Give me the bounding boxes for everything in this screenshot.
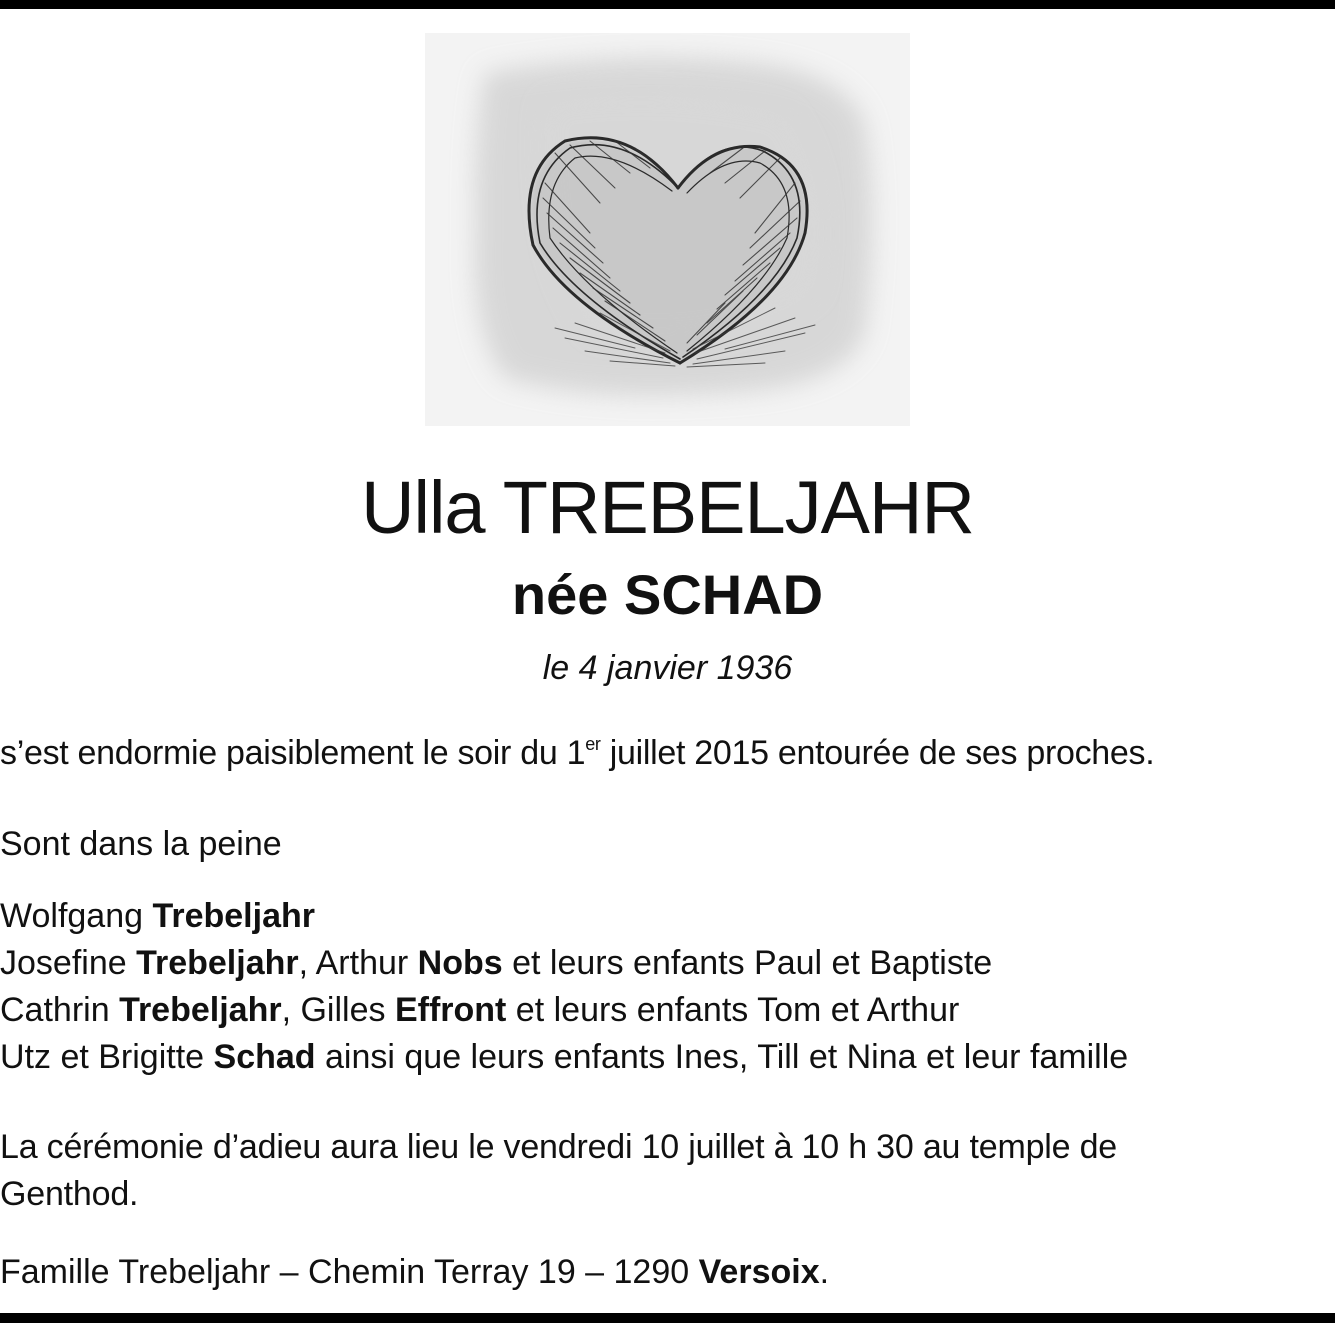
family-text: ainsi que leurs enfants Ines, Till et Nina et leur famille (315, 1038, 1129, 1076)
family-address (0, 1249, 829, 1295)
family-text: et leurs enfants Paul et Baptiste (502, 944, 993, 982)
top-rule (0, 0, 1335, 9)
passing-text-end: juillet 2015 entourée de ses proches. (600, 734, 1155, 772)
family-surname: Trebeljahr (152, 897, 315, 935)
family-surname: Trebeljahr (119, 991, 282, 1029)
ceremony-info (0, 1124, 1335, 1218)
family-surname: Nobs (417, 944, 503, 982)
passing-statement (0, 730, 1154, 776)
grief-intro: Sont dans la peine (0, 825, 282, 863)
ordinal-suffix: er (585, 734, 601, 754)
family-text: Cathrin (0, 991, 120, 1029)
family-text: Wolfgang (0, 897, 153, 935)
ceremony-line-1: La cérémonie d’adieu aura lieu le vendredi 10 juillet à 10 h 30 au temple de (0, 1128, 1118, 1166)
family-member-line (0, 987, 1128, 1034)
family-surname: Effront (394, 991, 507, 1029)
family-text: , Gilles (281, 991, 395, 1029)
heart-drawing-icon (425, 33, 910, 426)
address-city: Versoix (698, 1253, 820, 1291)
family-text: et leurs enfants Tom et Arthur (506, 991, 960, 1029)
deceased-name: Ulla TREBELJAHR (361, 466, 974, 549)
family-member-line (0, 893, 1128, 940)
maiden-name: née SCHAD (511, 563, 824, 626)
family-text: , Arthur (298, 944, 418, 982)
family-list (0, 893, 1128, 1081)
bottom-rule (0, 1313, 1335, 1323)
birth-date: le 4 janvier 1936 (542, 649, 793, 687)
family-text: Josefine (0, 944, 137, 982)
passing-text-start: s’est endormie paisiblement le soir du 1 (0, 734, 586, 772)
address-end: . (819, 1253, 830, 1291)
family-member-line (0, 1034, 1128, 1081)
family-text: Utz et Brigitte (0, 1038, 214, 1076)
family-member-line (0, 940, 1128, 987)
address-text: Famille Trebeljahr – Chemin Terray 19 – 1290 (0, 1253, 699, 1291)
family-surname: Trebeljahr (136, 944, 299, 982)
family-surname: Schad (213, 1038, 316, 1076)
ceremony-line-2: Genthod. (0, 1175, 139, 1213)
